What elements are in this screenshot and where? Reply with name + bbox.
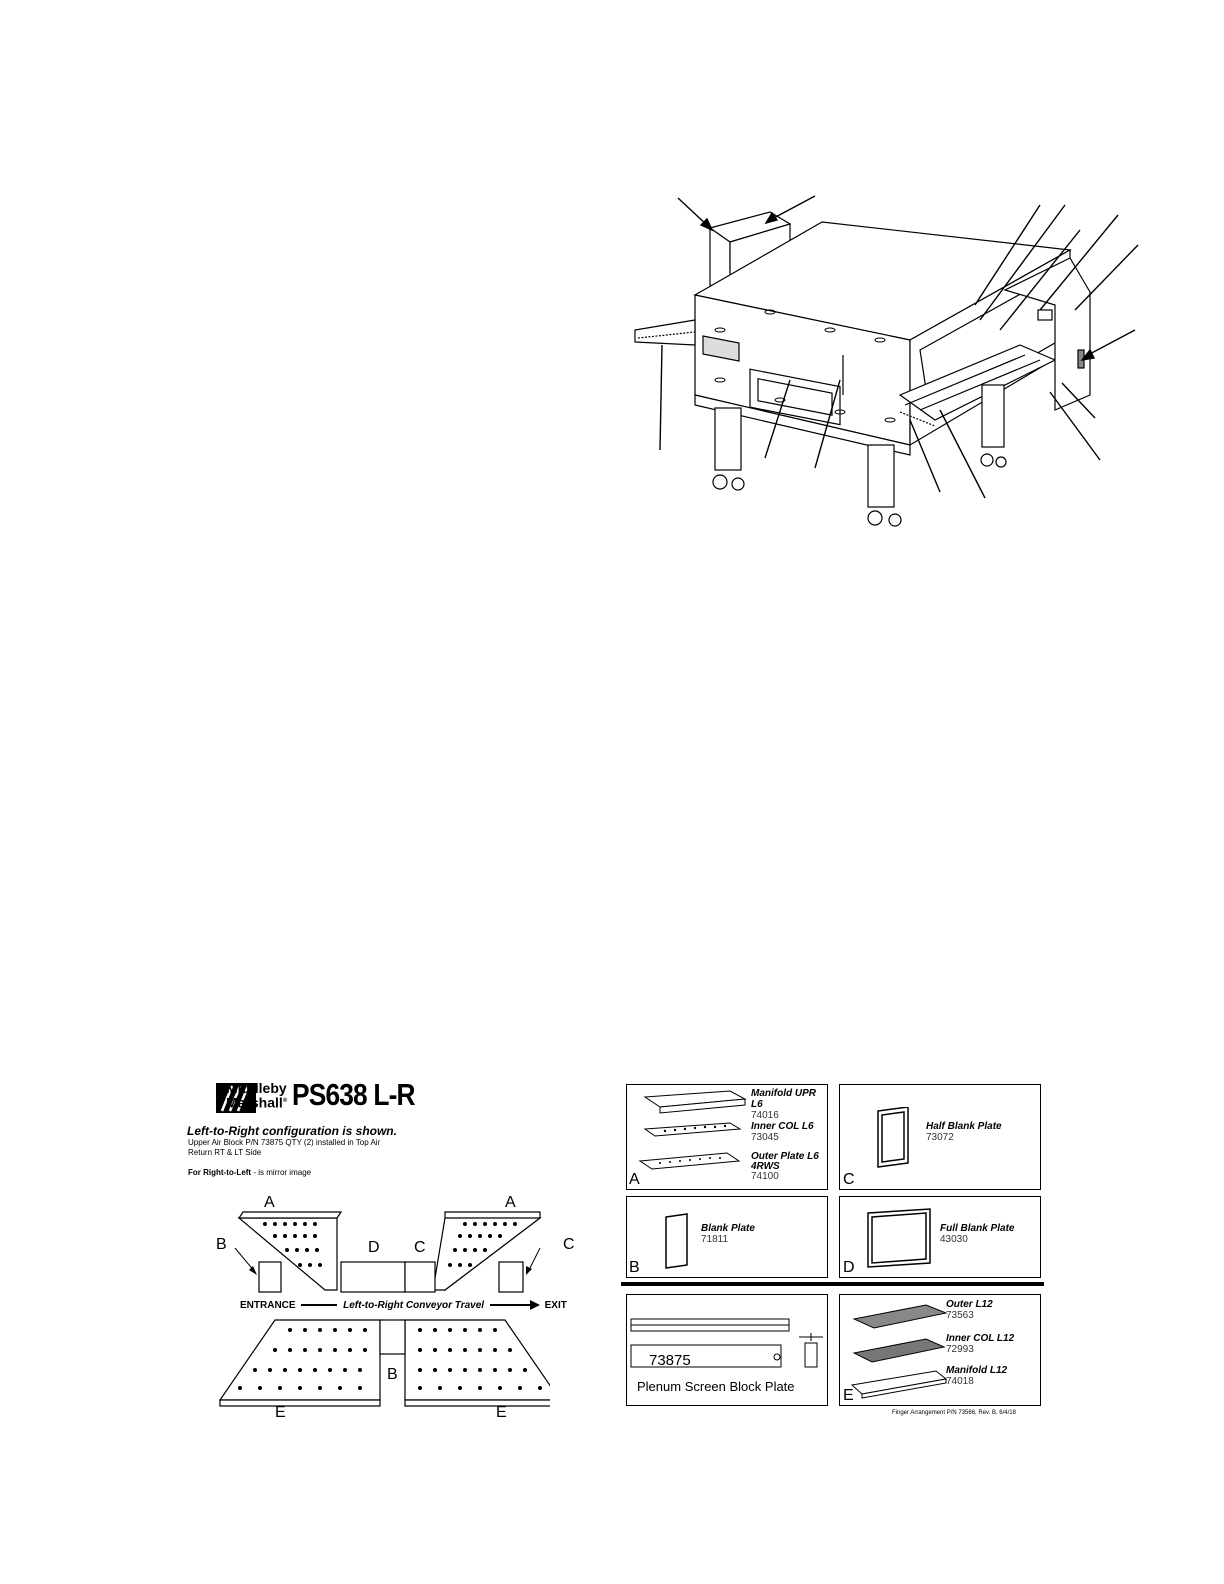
outer-plate-l6-number: 74100 — [751, 1171, 779, 1182]
plenum-label: Plenum Screen Block Plate — [637, 1379, 795, 1394]
outer-l12-label — [946, 1299, 993, 1321]
box-letter-b: B — [629, 1259, 640, 1276]
brand-line-2: Marshall — [226, 1094, 283, 1111]
blank-plate-label — [701, 1223, 755, 1245]
registered-mark: ® — [282, 1098, 288, 1104]
parts-box-a — [626, 1084, 828, 1190]
inner-col-l12-number: 72993 — [946, 1344, 974, 1355]
label-a-right: A — [505, 1194, 516, 1211]
mirror-note — [188, 1168, 311, 1177]
inner-col-l12-label — [946, 1333, 1014, 1355]
label-b-upper: B — [216, 1236, 227, 1253]
label-b-lower: B — [387, 1366, 398, 1383]
conveyor-travel-row — [240, 1300, 567, 1311]
upper-finger-left — [239, 1218, 337, 1290]
manifold-upr-number: 74016 — [751, 1110, 779, 1121]
entrance-label: ENTRANCE — [240, 1300, 296, 1311]
inner-col-l6-number: 73045 — [751, 1132, 779, 1143]
outer-l12-number: 73563 — [946, 1310, 974, 1321]
full-blank-name: Full Blank Plate — [940, 1223, 1015, 1234]
inner-col-l6-label — [751, 1121, 814, 1143]
blank-plate-b-upper — [259, 1262, 281, 1292]
blank-plate-icon — [663, 1213, 693, 1271]
leg-front-left — [715, 408, 741, 470]
manifold-l12-label — [946, 1365, 1007, 1387]
exit-label: EXIT — [544, 1300, 567, 1311]
plenum-box — [626, 1294, 828, 1406]
half-blank-number: 73072 — [926, 1132, 954, 1143]
label-e-right: E — [496, 1404, 507, 1421]
full-blank-plate-d — [341, 1262, 405, 1292]
label-e-left: E — [275, 1404, 286, 1421]
half-blank-name: Half Blank Plate — [926, 1121, 1002, 1132]
left-conveyor — [635, 320, 695, 345]
half-blank-plate-c-left — [405, 1262, 435, 1292]
air-block-note — [188, 1138, 448, 1158]
travel-line-left — [301, 1304, 337, 1306]
footer-note: Finger Arrangement P/N 73566, Rev. B, 6/4/18 — [892, 1410, 1016, 1416]
air-block-line-1: Upper Air Block P/N 73875 QTY (2) installed in Top Air — [188, 1138, 381, 1147]
control-panel — [1038, 310, 1052, 320]
leg-back-right — [982, 385, 1004, 447]
label-d: D — [368, 1239, 380, 1256]
full-blank-plate-icon — [864, 1207, 936, 1271]
label-c-left: C — [414, 1239, 426, 1256]
brand-line-1: Middleby — [226, 1080, 287, 1096]
arrow-head-icon — [530, 1300, 540, 1310]
full-blank-number: 43030 — [940, 1234, 968, 1245]
parts-box-c — [839, 1084, 1041, 1190]
finger-parts-icon — [635, 1089, 747, 1181]
air-block-line-2: Return RT & LT Side — [188, 1148, 262, 1157]
brand-name — [226, 1082, 287, 1110]
outer-plate-l6-name: Outer Plate L6 — [751, 1151, 819, 1162]
label-c-right: C — [563, 1236, 575, 1253]
parts-box-e — [839, 1294, 1041, 1406]
inner-col-l6-name: Inner COL L6 — [751, 1121, 814, 1132]
plenum-part-number: 73875 — [649, 1352, 691, 1369]
lower-finger-right — [405, 1320, 550, 1400]
manifold-upr-name: Manifold UPR L6 — [751, 1088, 816, 1110]
manifold-upr-l6-label — [751, 1088, 827, 1121]
finger-l12-parts-icon — [846, 1301, 950, 1401]
half-blank-plate-icon — [874, 1107, 914, 1169]
blank-plate-number: 71811 — [701, 1234, 729, 1245]
leg-front-right — [868, 445, 894, 507]
caster — [713, 475, 727, 489]
mirror-prefix: For Right-to-Left — [188, 1168, 252, 1177]
parts-box-b — [626, 1196, 828, 1278]
inner-col-l12-name: Inner COL L12 — [946, 1333, 1015, 1344]
box-letter-d: D — [843, 1259, 855, 1276]
travel-arrow-icon — [490, 1304, 530, 1306]
half-blank-plate-c-right — [499, 1262, 523, 1292]
travel-label: Left-to-Right Conveyor Travel — [343, 1300, 485, 1311]
outer-l12-name: Outer L12 — [946, 1299, 993, 1310]
manifold-l12-name: Manifold L12 — [946, 1365, 1008, 1376]
blank-plate-b-lower — [380, 1320, 405, 1354]
label-a-left: A — [264, 1194, 275, 1211]
outer-plate-l6-label — [751, 1152, 819, 1182]
box-letter-c: C — [843, 1171, 855, 1188]
box-letter-a: A — [629, 1171, 640, 1188]
section-divider — [621, 1282, 1044, 1286]
manifold-l12-number: 74018 — [946, 1376, 974, 1387]
half-blank-label — [926, 1121, 1002, 1143]
box-letter-e: E — [843, 1387, 854, 1404]
outer-plate-l6-rows: 4RWS — [751, 1161, 780, 1172]
blank-plate-name: Blank Plate — [701, 1223, 755, 1234]
model-title: PS638 L-R — [292, 1077, 415, 1112]
full-blank-label — [940, 1223, 1014, 1245]
parts-box-d — [839, 1196, 1041, 1278]
config-title: Left-to-Right configuration is shown. — [187, 1124, 397, 1138]
mirror-suffix: - is mirror image — [251, 1168, 312, 1177]
oven-illustration — [600, 180, 1160, 550]
